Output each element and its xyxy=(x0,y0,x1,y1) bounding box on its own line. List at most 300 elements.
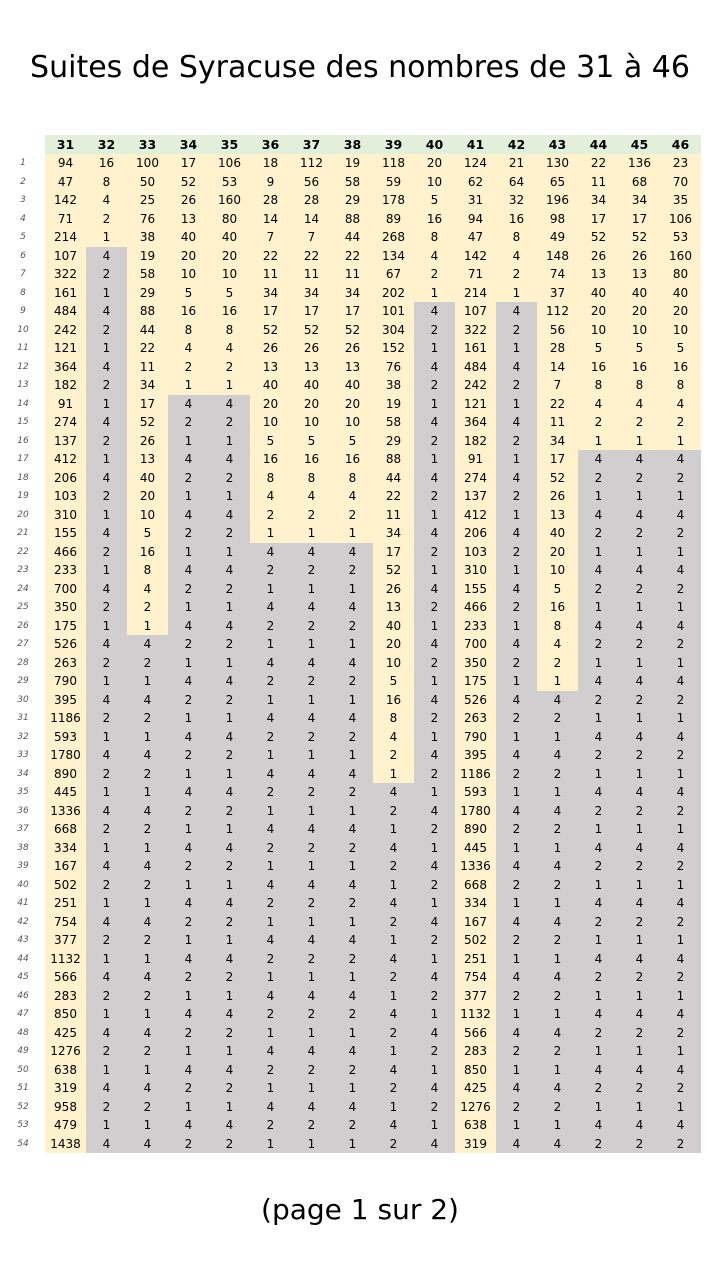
table-cell: 2 xyxy=(291,728,332,747)
table-cell: 4 xyxy=(414,358,455,377)
table-cell: 2 xyxy=(168,691,209,710)
table-cell: 2 xyxy=(291,561,332,580)
row-number: 15 xyxy=(17,417,29,427)
table-cell: 2 xyxy=(537,1098,578,1117)
table-cell: 4 xyxy=(86,1024,127,1043)
table-cell: 2 xyxy=(619,1135,660,1154)
table-cell: 2 xyxy=(578,1135,619,1154)
table-cell: 2 xyxy=(127,598,168,617)
table-cell: 1 xyxy=(168,931,209,950)
row-number: 24 xyxy=(17,583,29,594)
table-cell: 4 xyxy=(537,968,578,987)
table-cell: 23 xyxy=(660,154,701,173)
table-cell: 2 xyxy=(86,987,127,1006)
table-cell: 466 xyxy=(455,598,496,617)
table-cell: 4 xyxy=(496,635,537,654)
table-cell: 2 xyxy=(660,469,701,488)
table-cell: 1 xyxy=(250,580,291,599)
table-cell: 4 xyxy=(414,1135,455,1154)
table-cell: 4 xyxy=(414,302,455,321)
table-cell: 4 xyxy=(496,1024,537,1043)
table-cell: 7 xyxy=(537,376,578,395)
table-cell: 5 xyxy=(209,284,250,303)
table-cell: 4 xyxy=(291,820,332,839)
table-cell: 425 xyxy=(45,1024,86,1043)
table-cell: 5 xyxy=(127,524,168,543)
table-cell: 4 xyxy=(250,654,291,673)
table-cell: 4 xyxy=(209,894,250,913)
table-cell: 502 xyxy=(455,931,496,950)
table-cell: 4 xyxy=(660,728,701,747)
table-cell: 1 xyxy=(660,432,701,451)
table-cell: 28 xyxy=(291,191,332,210)
table-cell: 2 xyxy=(660,802,701,821)
table-cell: 2 xyxy=(209,746,250,765)
table-cell: 890 xyxy=(45,765,86,784)
table-cell: 2 xyxy=(209,413,250,432)
row-number: 17 xyxy=(17,454,29,464)
table-cell: 16 xyxy=(373,691,414,710)
table-cell: 62 xyxy=(455,173,496,192)
row-number: 13 xyxy=(17,380,29,390)
table-cell: 1 xyxy=(209,376,250,395)
table-cell: 26 xyxy=(537,487,578,506)
table-cell: 4 xyxy=(414,746,455,765)
row-number: 54 xyxy=(17,1138,29,1149)
table-cell: 4 xyxy=(86,691,127,710)
table-cell: 668 xyxy=(45,820,86,839)
table-cell: 2 xyxy=(578,524,619,543)
table-cell: 4 xyxy=(209,617,250,636)
table-cell: 4 xyxy=(209,339,250,358)
table-cell: 4 xyxy=(578,1116,619,1135)
table-cell: 395 xyxy=(45,691,86,710)
table-cell: 8 xyxy=(86,173,127,192)
table-cell: 1 xyxy=(496,783,537,802)
table-cell: 2 xyxy=(86,765,127,784)
table-cell: 4 xyxy=(332,1042,373,1061)
table-cell: 52 xyxy=(291,321,332,340)
table-cell: 20 xyxy=(127,487,168,506)
row-number: 37 xyxy=(17,824,29,834)
table-cell: 4 xyxy=(209,950,250,969)
table-cell: 4 xyxy=(250,543,291,562)
table-cell: 5 xyxy=(291,432,332,451)
table-cell: 17 xyxy=(291,302,332,321)
table-cell: 1 xyxy=(332,1024,373,1043)
table-cell: 1 xyxy=(332,691,373,710)
table-cell: 136 xyxy=(619,154,660,173)
table-cell: 26 xyxy=(168,191,209,210)
table-cell: 5 xyxy=(250,432,291,451)
table-cell: 91 xyxy=(45,395,86,414)
table-cell: 34 xyxy=(291,284,332,303)
table-cell: 364 xyxy=(45,358,86,377)
table-cell: 4 xyxy=(660,1061,701,1080)
table-cell: 1 xyxy=(332,635,373,654)
table-cell: 395 xyxy=(455,746,496,765)
table-cell: 53 xyxy=(209,173,250,192)
table-cell: 47 xyxy=(45,173,86,192)
table-cell: 263 xyxy=(455,709,496,728)
table-cell: 2 xyxy=(168,857,209,876)
table-cell: 1 xyxy=(660,654,701,673)
table-cell: 2 xyxy=(496,543,537,562)
table-cell: 1 xyxy=(250,968,291,987)
table-cell: 4 xyxy=(414,968,455,987)
table-cell: 2 xyxy=(619,469,660,488)
table-cell: 155 xyxy=(45,524,86,543)
row-number: 38 xyxy=(17,842,29,853)
table-cell: 13 xyxy=(127,450,168,469)
table-cell: 5 xyxy=(414,191,455,210)
table-cell: 4 xyxy=(332,765,373,784)
table-cell: 70 xyxy=(660,173,701,192)
table-cell: 4 xyxy=(332,654,373,673)
table-cell: 334 xyxy=(455,894,496,913)
table-cell: 310 xyxy=(45,506,86,525)
table-cell: 263 xyxy=(45,654,86,673)
table-cell: 1 xyxy=(496,1061,537,1080)
table-cell: 4 xyxy=(660,950,701,969)
table-cell: 2 xyxy=(414,598,455,617)
table-cell: 103 xyxy=(455,543,496,562)
table-cell: 1 xyxy=(660,1042,701,1061)
table-cell: 1 xyxy=(168,765,209,784)
table-cell: 4 xyxy=(660,1116,701,1135)
table-cell: 2 xyxy=(86,709,127,728)
table-cell: 106 xyxy=(209,154,250,173)
table-cell: 1 xyxy=(496,284,537,303)
table-cell: 1 xyxy=(250,913,291,932)
table-cell: 242 xyxy=(45,321,86,340)
row-number: 8 xyxy=(20,287,26,298)
table-cell: 7 xyxy=(250,228,291,247)
table-cell: 52 xyxy=(168,173,209,192)
table-cell: 2 xyxy=(496,321,537,340)
table-cell: 4 xyxy=(414,580,455,599)
table-cell: 37 xyxy=(537,284,578,303)
table-cell: 754 xyxy=(455,968,496,987)
table-cell: 2 xyxy=(619,913,660,932)
table-cell: 1 xyxy=(86,284,127,303)
table-cell: 4 xyxy=(291,987,332,1006)
table-cell: 4 xyxy=(414,524,455,543)
table-cell: 5 xyxy=(373,672,414,691)
table-cell: 1 xyxy=(332,857,373,876)
table-cell: 1 xyxy=(373,987,414,1006)
table-cell: 2 xyxy=(537,876,578,895)
table-cell: 1 xyxy=(619,1042,660,1061)
table-cell: 4 xyxy=(619,617,660,636)
table-cell: 2 xyxy=(414,432,455,451)
table-cell: 34 xyxy=(373,524,414,543)
table-cell: 10 xyxy=(578,321,619,340)
table-cell: 2 xyxy=(578,469,619,488)
table-cell: 1336 xyxy=(455,857,496,876)
table-cell: 1438 xyxy=(45,1135,86,1154)
table-cell: 1 xyxy=(250,691,291,710)
table-cell: 1 xyxy=(209,987,250,1006)
table-cell: 2 xyxy=(86,1098,127,1117)
table-cell: 2 xyxy=(660,1135,701,1154)
table-cell: 16 xyxy=(660,358,701,377)
table-cell: 4 xyxy=(86,413,127,432)
table-cell: 2 xyxy=(250,617,291,636)
table-cell: 13 xyxy=(332,358,373,377)
table-cell: 1 xyxy=(291,691,332,710)
table-cell: 16 xyxy=(619,358,660,377)
table-cell: 17 xyxy=(250,302,291,321)
column-header: 41 xyxy=(455,135,496,154)
table-cell: 2 xyxy=(496,654,537,673)
table-cell: 4 xyxy=(660,617,701,636)
table-cell: 4 xyxy=(168,450,209,469)
table-cell: 4 xyxy=(332,1098,373,1117)
table-cell: 2 xyxy=(414,265,455,284)
table-cell: 1 xyxy=(537,1005,578,1024)
table-cell: 283 xyxy=(45,987,86,1006)
table-cell: 26 xyxy=(127,432,168,451)
table-cell: 5 xyxy=(660,339,701,358)
table-cell: 1 xyxy=(250,1024,291,1043)
table-cell: 4 xyxy=(209,561,250,580)
table-cell: 106 xyxy=(660,210,701,229)
table-cell: 4 xyxy=(414,635,455,654)
table-cell: 4 xyxy=(250,1098,291,1117)
table-cell: 160 xyxy=(660,247,701,266)
table-cell: 11 xyxy=(537,413,578,432)
table-cell: 88 xyxy=(332,210,373,229)
table-cell: 1 xyxy=(414,1061,455,1080)
table-cell: 1 xyxy=(660,987,701,1006)
table-cell: 4 xyxy=(209,839,250,858)
table-cell: 8 xyxy=(127,561,168,580)
table-cell: 4 xyxy=(578,617,619,636)
table-cell: 2 xyxy=(496,987,537,1006)
table-cell: 1 xyxy=(291,580,332,599)
row-number: 2 xyxy=(20,176,26,187)
table-cell: 1 xyxy=(127,839,168,858)
table-cell: 4 xyxy=(250,598,291,617)
table-cell: 5 xyxy=(619,339,660,358)
table-cell: 1 xyxy=(578,1098,619,1117)
table-cell: 2 xyxy=(496,709,537,728)
table-cell: 4 xyxy=(250,1042,291,1061)
table-cell: 58 xyxy=(373,413,414,432)
table-cell: 4 xyxy=(209,783,250,802)
table-cell: 112 xyxy=(537,302,578,321)
table-cell: 274 xyxy=(455,469,496,488)
table-cell: 2 xyxy=(537,1042,578,1061)
table-cell: 700 xyxy=(455,635,496,654)
table-cell: 107 xyxy=(455,302,496,321)
table-cell: 1 xyxy=(619,876,660,895)
table-cell: 2 xyxy=(619,968,660,987)
table-cell: 4 xyxy=(537,635,578,654)
table-cell: 4 xyxy=(168,561,209,580)
table-cell: 2 xyxy=(209,691,250,710)
table-cell: 1336 xyxy=(45,802,86,821)
table-cell: 1 xyxy=(209,765,250,784)
table-cell: 2 xyxy=(373,802,414,821)
table-cell: 50 xyxy=(127,173,168,192)
table-cell: 22 xyxy=(373,487,414,506)
table-cell: 5 xyxy=(332,432,373,451)
table-cell: 2 xyxy=(496,765,537,784)
table-cell: 274 xyxy=(45,413,86,432)
table-cell: 2 xyxy=(619,857,660,876)
table-cell: 233 xyxy=(45,561,86,580)
table-cell: 4 xyxy=(127,913,168,932)
table-cell: 1 xyxy=(414,728,455,747)
table-cell: 2 xyxy=(414,1042,455,1061)
table-cell: 19 xyxy=(373,395,414,414)
table-cell: 1 xyxy=(660,820,701,839)
table-cell: 4 xyxy=(209,672,250,691)
table-cell: 20 xyxy=(373,635,414,654)
table-cell: 2 xyxy=(127,1042,168,1061)
table-cell: 1 xyxy=(578,1042,619,1061)
row-number: 20 xyxy=(17,509,29,520)
table-cell: 4 xyxy=(168,339,209,358)
table-cell: 1 xyxy=(619,654,660,673)
table-cell: 17 xyxy=(168,154,209,173)
table-cell: 2 xyxy=(537,820,578,839)
table-cell: 4 xyxy=(86,1135,127,1154)
table-cell: 1 xyxy=(209,487,250,506)
table-cell: 11 xyxy=(291,265,332,284)
table-cell: 26 xyxy=(250,339,291,358)
table-cell: 790 xyxy=(45,672,86,691)
table-cell: 4 xyxy=(86,746,127,765)
table-cell: 40 xyxy=(250,376,291,395)
table-cell: 4 xyxy=(578,450,619,469)
table-cell: 196 xyxy=(537,191,578,210)
table-cell: 1 xyxy=(168,487,209,506)
table-cell: 20 xyxy=(332,395,373,414)
table-cell: 28 xyxy=(250,191,291,210)
page-footer: (page 1 sur 2) xyxy=(261,1193,459,1226)
table-cell: 20 xyxy=(209,247,250,266)
table-cell: 1 xyxy=(86,783,127,802)
table-cell: 1 xyxy=(332,524,373,543)
table-cell: 4 xyxy=(209,450,250,469)
table-cell: 1 xyxy=(414,783,455,802)
table-cell: 2 xyxy=(332,617,373,636)
table-cell: 2 xyxy=(660,857,701,876)
table-cell: 1132 xyxy=(455,1005,496,1024)
table-cell: 2 xyxy=(209,1135,250,1154)
table-cell: 2 xyxy=(127,987,168,1006)
table-cell: 4 xyxy=(127,968,168,987)
table-cell: 4 xyxy=(619,450,660,469)
table-cell: 5 xyxy=(537,580,578,599)
table-cell: 1 xyxy=(209,543,250,562)
table-cell: 20 xyxy=(168,247,209,266)
table-cell: 4 xyxy=(209,1061,250,1080)
table-cell: 1 xyxy=(127,1005,168,1024)
table-cell: 71 xyxy=(455,265,496,284)
table-cell: 4 xyxy=(291,543,332,562)
table-cell: 20 xyxy=(250,395,291,414)
table-cell: 118 xyxy=(373,154,414,173)
table-cell: 4 xyxy=(168,1061,209,1080)
table-cell: 350 xyxy=(45,598,86,617)
table-cell: 4 xyxy=(619,672,660,691)
table-cell: 2 xyxy=(291,1061,332,1080)
table-cell: 40 xyxy=(578,284,619,303)
row-number: 25 xyxy=(17,602,29,612)
table-cell: 175 xyxy=(45,617,86,636)
table-cell: 13 xyxy=(168,210,209,229)
row-number: 26 xyxy=(17,620,29,631)
table-cell: 2 xyxy=(250,839,291,858)
row-number: 46 xyxy=(17,990,29,1001)
table-cell: 2 xyxy=(209,524,250,543)
table-cell: 1 xyxy=(537,1061,578,1080)
table-cell: 850 xyxy=(455,1061,496,1080)
table-cell: 1780 xyxy=(455,802,496,821)
table-cell: 121 xyxy=(455,395,496,414)
table-cell: 2 xyxy=(373,1135,414,1154)
table-cell: 4 xyxy=(291,654,332,673)
table-cell: 2 xyxy=(250,950,291,969)
table-cell: 1 xyxy=(660,709,701,728)
table-cell: 2 xyxy=(250,728,291,747)
table-cell: 56 xyxy=(537,321,578,340)
table-cell: 10 xyxy=(209,265,250,284)
table-cell: 2 xyxy=(86,1042,127,1061)
table-cell: 2 xyxy=(209,1024,250,1043)
row-number: 49 xyxy=(17,1046,29,1056)
table-cell: 242 xyxy=(455,376,496,395)
table-cell: 2 xyxy=(332,783,373,802)
table-cell: 4 xyxy=(660,783,701,802)
table-cell: 2 xyxy=(373,913,414,932)
table-cell: 4 xyxy=(619,894,660,913)
table-cell: 4 xyxy=(373,950,414,969)
table-cell: 34 xyxy=(332,284,373,303)
table-cell: 2 xyxy=(168,580,209,599)
table-cell: 1 xyxy=(86,395,127,414)
table-cell: 1 xyxy=(291,802,332,821)
table-cell: 1 xyxy=(332,580,373,599)
table-cell: 2 xyxy=(537,765,578,784)
row-number: 16 xyxy=(17,435,29,446)
table-cell: 13 xyxy=(291,358,332,377)
table-cell: 1 xyxy=(496,728,537,747)
column-header: 34 xyxy=(168,135,209,154)
table-cell: 2 xyxy=(209,358,250,377)
row-number: 50 xyxy=(17,1064,29,1075)
table-cell: 22 xyxy=(537,395,578,414)
row-number: 30 xyxy=(17,694,29,705)
table-cell: 377 xyxy=(45,931,86,950)
table-cell: 1 xyxy=(496,395,537,414)
table-cell: 4 xyxy=(496,802,537,821)
table-cell: 1 xyxy=(250,1079,291,1098)
table-cell: 2 xyxy=(496,820,537,839)
table-cell: 4 xyxy=(578,395,619,414)
table-cell: 2 xyxy=(209,857,250,876)
table-cell: 1 xyxy=(619,931,660,950)
table-cell: 8 xyxy=(578,376,619,395)
table-cell: 1186 xyxy=(455,765,496,784)
table-cell: 80 xyxy=(209,210,250,229)
row-number: 22 xyxy=(17,546,29,557)
table-cell: 40 xyxy=(660,284,701,303)
